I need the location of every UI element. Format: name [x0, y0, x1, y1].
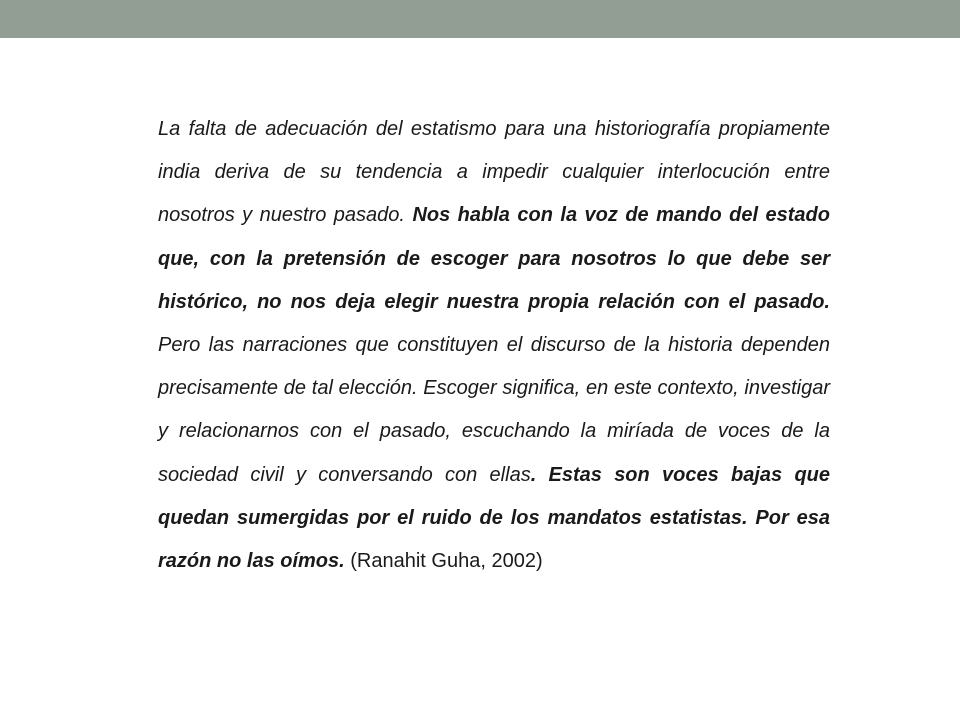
- quote-segment-bold: . Estas son voces bajas que quedan sumergidas por el ruido de los mandatos estatistas. Por esa razón no las oímos.: [158, 463, 830, 573]
- quote-segment-plain: La falta de adecuación del estatismo para una historiografía propiamente india deriva de su tendencia a impedir cualquier interlocución entre nosotros y nuestro pasado.: [158, 118, 830, 227]
- quote-segment-bold: Nos habla con la voz de mando del estado que, con la pretensión de escoger para nosotros lo que debe ser histórico, no nos deja elegir nuestra propia relación con el pasado.: [158, 204, 830, 313]
- quote-segment-plain: Pero las narraciones que constituyen el discurso de la historia dependen precisamente de tal elección. Escoger significa, en este contexto, investigar y relacionarnos con el pasado, escuchando la miríada de voces de la sociedad civil y conversando con ellas: [158, 334, 830, 486]
- quote-paragraph: [158, 108, 830, 583]
- quote-citation: (Ranahit Guha, 2002): [344, 550, 543, 573]
- top-accent-bar: [0, 0, 960, 38]
